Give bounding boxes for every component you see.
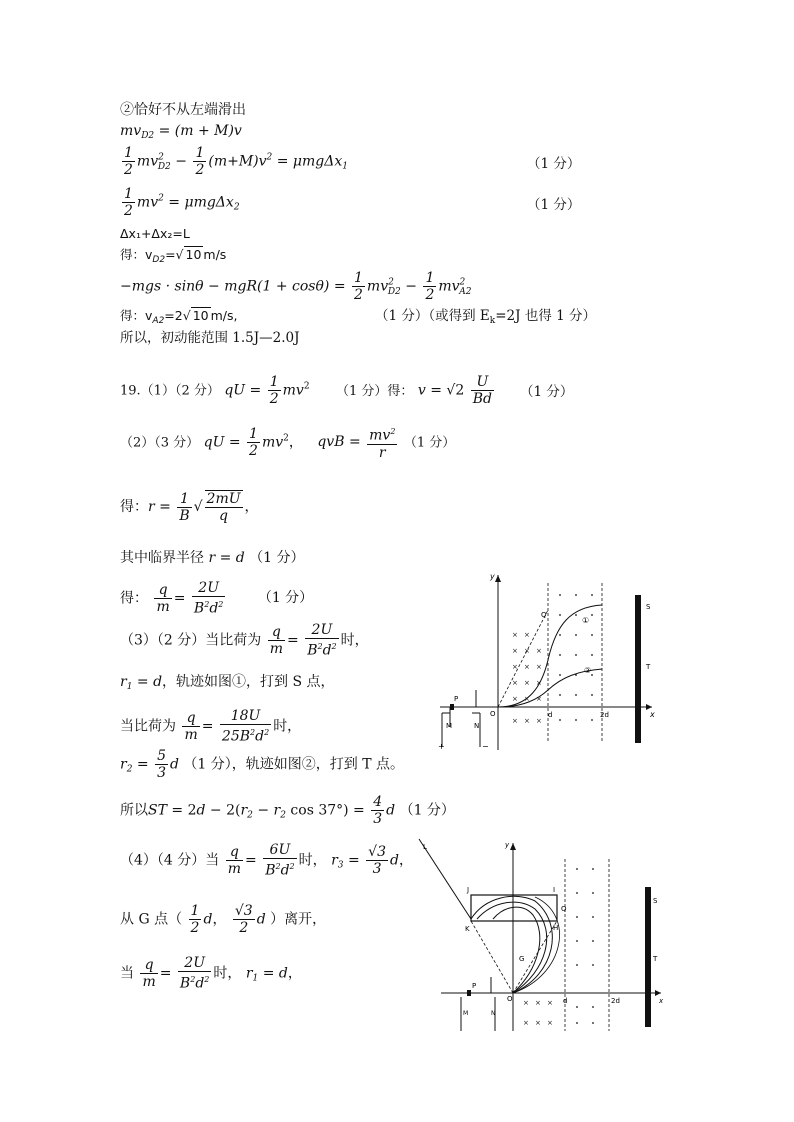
energy-equation-2: $\frac{1}{2}$ $mv^2 = \mu mg\Delta x_2$ xyxy=(124,186,240,219)
svg-text:×: × xyxy=(536,647,542,655)
label-k: K xyxy=(465,925,470,933)
region-box xyxy=(471,895,557,921)
velocity-result-2: 得：$v_{A2}=2√$ 10 m/s, xyxy=(120,308,238,326)
trajectory-figure-2 xyxy=(415,835,670,1035)
radius-equation: 得：r = $\frac{1}{B}$ √ $\frac{2mU}{q}$ ， xyxy=(120,490,259,524)
label-n: N xyxy=(474,722,480,730)
origin-label-2: O xyxy=(507,995,513,1003)
q19-part1: 19.（1）（2 分） qU = $\frac{1}{2}$ $mv^2$ （1 分）得： v = √2 $\frac{U}{Bd}$ xyxy=(120,374,492,407)
charge-ratio: 得： $\frac{q}{m}$ = $\frac{2U}{B^2d^2}$ （1 分） xyxy=(120,580,314,617)
label-p-2: P xyxy=(472,982,477,990)
label-h: H xyxy=(553,924,559,932)
label-g: G xyxy=(519,955,525,963)
svg-text:×: × xyxy=(512,717,518,725)
r2-line: $r_2$ = $\frac{5}{3}$ d （1 分），轨迹如图②，打到 T 点。 xyxy=(120,748,405,781)
score-2: （1 分） xyxy=(527,197,581,213)
svg-text:×: × xyxy=(536,663,542,671)
svg-text:×: × xyxy=(524,663,530,671)
svg-text:×: × xyxy=(512,631,518,639)
label-n-2: N xyxy=(491,1010,496,1017)
label-q-2: Q xyxy=(561,905,567,913)
label-j: J xyxy=(467,886,470,894)
velocity-result: 得：$v_{D2}=√$ 10 m/s xyxy=(120,247,227,265)
svg-text:×: × xyxy=(524,679,530,687)
svg-text:×: × xyxy=(512,695,518,703)
screen xyxy=(635,595,641,743)
x-axis-label-2: x xyxy=(659,997,664,1005)
st-line: 所以ST = $2d - 2(r_2 - r_2$ cos 37°) = $\frac{4}{3}$ d （1 分） xyxy=(120,794,455,827)
field-cross-region xyxy=(512,631,542,725)
label-traj-2: ② xyxy=(584,666,592,675)
section-heading: ②恰好不从左端滑出 xyxy=(120,102,246,118)
svg-text:×: × xyxy=(524,717,530,725)
r1-line: $r_1 = d$，轨迹如图①，打到 S 点， xyxy=(120,674,335,692)
score-note: （1 分）（或得到 $E_k=2J$ 也得 1 分） xyxy=(375,308,597,326)
svg-text:×: × xyxy=(523,999,529,1007)
score-1: （1 分） xyxy=(527,156,581,172)
svg-text:×: × xyxy=(512,679,518,687)
x-axis-label: x xyxy=(650,710,655,719)
svg-text:×: × xyxy=(512,663,518,671)
label-traj-1: ① xyxy=(582,616,590,625)
svg-text:×: × xyxy=(512,647,518,655)
svg-text:×: × xyxy=(523,1019,529,1027)
y-axis-label: y xyxy=(490,572,495,581)
label-t-2: T xyxy=(653,955,658,963)
label-minus: − xyxy=(482,742,489,751)
label-s: S xyxy=(646,603,651,611)
svg-text:×: × xyxy=(536,695,542,703)
q19-part4: （4）（4 分）当 $\frac{q}{m}$ = $\frac{6U}{B^2d^2}$ 时， $r_3$ = $\frac{√3}{3}$ d， xyxy=(120,842,413,879)
displacement-sum: Δx₁+Δx₂=L xyxy=(120,226,190,241)
g-point-line: 从 G 点（ $\frac{1}{2}$ d， $\frac{√3}{2}$ d ）离开， xyxy=(120,903,327,936)
tick-2d-2: 2d xyxy=(611,997,620,1005)
tick-d: d xyxy=(548,711,553,719)
svg-text:×: × xyxy=(524,631,530,639)
svg-text:×: × xyxy=(547,999,553,1007)
label-l: L xyxy=(423,843,427,851)
critical-radius: 其中临界半径 r = d （1 分） xyxy=(120,550,305,566)
energy-equation-1: $\frac{1}{2}$ $mv^2_{D2}$ − $\frac{1}{2}$ $(m+M)v^2 = \mu mg\Delta x_1$ xyxy=(124,145,348,178)
origin-label: O xyxy=(490,710,496,718)
last-condition: 当 $\frac{q}{m}$ = $\frac{2U}{B^2d^2}$ 时， $r_1 = d$， xyxy=(120,955,302,992)
q19-part3-second: 当比荷为 $\frac{q}{m}$ = $\frac{18U}{25B^2d^2}$ 时， xyxy=(120,708,302,745)
label-m: M xyxy=(446,722,453,730)
label-p: P xyxy=(454,695,459,703)
label-s-2: S xyxy=(653,897,658,905)
svg-text:×: × xyxy=(536,717,542,725)
momentum-equation: $mv_{D2} = (m + M)v$ xyxy=(120,123,242,141)
svg-text:×: × xyxy=(536,679,542,687)
tick-2d: 2d xyxy=(600,711,609,719)
trajectory-figure-1 xyxy=(420,565,660,755)
particle-p xyxy=(450,704,454,710)
svg-text:×: × xyxy=(535,1019,541,1027)
tick-d-2: d xyxy=(563,997,568,1005)
label-m-2: M xyxy=(463,1010,469,1017)
svg-text:×: × xyxy=(524,695,530,703)
field-dot-region xyxy=(559,594,593,721)
svg-text:×: × xyxy=(535,999,541,1007)
screen-2 xyxy=(645,887,651,1027)
svg-text:×: × xyxy=(547,1019,553,1027)
svg-text:×: × xyxy=(524,647,530,655)
label-i: I xyxy=(553,886,556,894)
label-t: T xyxy=(646,663,651,671)
q19-part3: （3）（2 分）当比荷为 $\frac{q}{m}$ = $\frac{2U}{B^2d^2}$ 时， xyxy=(120,622,369,659)
label-q: Q xyxy=(541,611,547,619)
y-axis-label-2: y xyxy=(505,841,510,849)
q19-part2: （2）（3 分） qU = $\frac{1}{2}$ $mv^2$， qvB = $\frac{mv^2}{r}$ （1 分） xyxy=(120,425,456,461)
score-p1: （1 分） xyxy=(520,384,574,400)
label-plus: + xyxy=(438,742,445,751)
conclusion: 所以，初动能范围 1.5J—2.0J xyxy=(120,330,300,346)
energy-equation-3: −mgs · sinθ − mgR(1 + cosθ) = $\frac{1}{2}$ $mv^2_{D2}$ − $\frac{1}{2}$ $mv^2_{A2}$ xyxy=(120,270,472,303)
